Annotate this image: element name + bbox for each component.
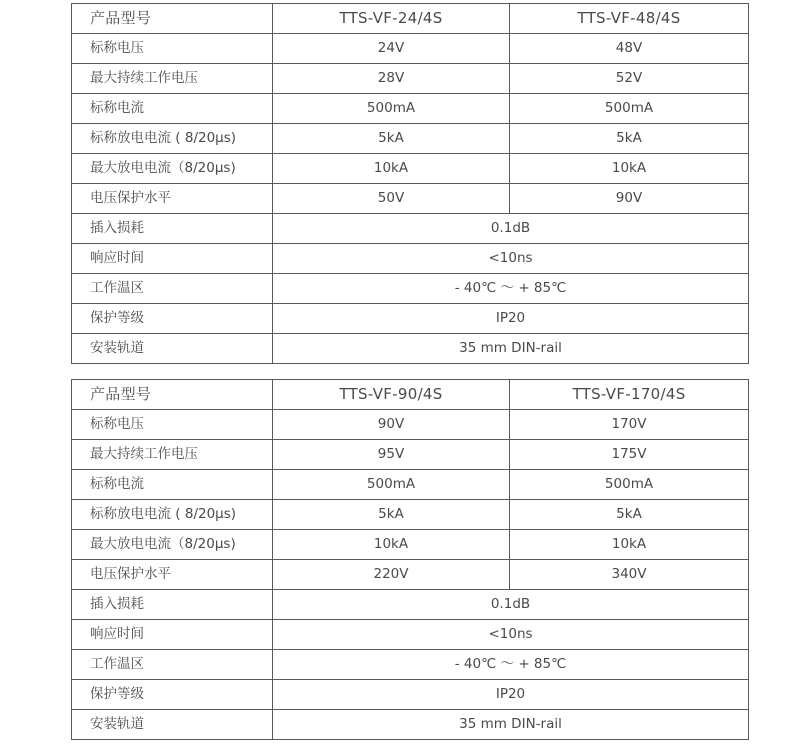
model-name-1: TTS-VF-90/4S: [273, 380, 510, 410]
cell-value: 95V: [273, 440, 510, 470]
table-row: [72, 334, 749, 364]
table-row: [72, 680, 749, 710]
model-label: 产品型号: [72, 4, 273, 34]
cell-value: 35 mm DIN-rail: [273, 334, 749, 364]
model-name-1: TTS-VF-24/4S: [273, 4, 510, 34]
row-label: 响应时间: [72, 244, 273, 274]
table-row: [72, 124, 749, 154]
cell-value: 220V: [273, 560, 510, 590]
row-label: 标称电压: [72, 410, 273, 440]
model-name-2: TTS-VF-170/4S: [510, 380, 749, 410]
table-row: [72, 410, 749, 440]
model-name-2: TTS-VF-48/4S: [510, 4, 749, 34]
cell-value: - 40℃ ～ + 85℃: [273, 274, 749, 304]
cell-value: 500mA: [510, 470, 749, 500]
cell-value: 50V: [273, 184, 510, 214]
cell-value: 48V: [510, 34, 749, 64]
row-label: 标称电流: [72, 94, 273, 124]
cell-value: 10kA: [510, 530, 749, 560]
cell-value: 90V: [273, 410, 510, 440]
row-label: 电压保护水平: [72, 184, 273, 214]
table-row: [72, 650, 749, 680]
row-label: 标称电流: [72, 470, 273, 500]
cell-value: 500mA: [273, 94, 510, 124]
table-row: [72, 590, 749, 620]
cell-value: 340V: [510, 560, 749, 590]
table-row: [72, 184, 749, 214]
table-row: [72, 470, 749, 500]
table-row: [72, 214, 749, 244]
cell-value: IP20: [273, 680, 749, 710]
row-label: 响应时间: [72, 620, 273, 650]
cell-value: 500mA: [273, 470, 510, 500]
row-label: 电压保护水平: [72, 560, 273, 590]
row-label: 最大持续工作电压: [72, 64, 273, 94]
cell-value: - 40℃ ～ + 85℃: [273, 650, 749, 680]
row-label: 插入损耗: [72, 214, 273, 244]
spec-table-1: [71, 3, 749, 364]
cell-value: 52V: [510, 64, 749, 94]
table-row: [72, 154, 749, 184]
table-row: [72, 620, 749, 650]
spec-table-2: [71, 379, 749, 740]
cell-value: 5kA: [510, 500, 749, 530]
row-label: 插入损耗: [72, 590, 273, 620]
row-label: 保护等级: [72, 680, 273, 710]
cell-value: 5kA: [273, 124, 510, 154]
cell-value: <10ns: [273, 620, 749, 650]
table-row: [72, 34, 749, 64]
table-row: [72, 710, 749, 740]
row-label: 工作温区: [72, 274, 273, 304]
table-row: [72, 304, 749, 334]
cell-value: 175V: [510, 440, 749, 470]
model-label: 产品型号: [72, 380, 273, 410]
table-row: [72, 274, 749, 304]
cell-value: 10kA: [510, 154, 749, 184]
cell-value: 35 mm DIN-rail: [273, 710, 749, 740]
cell-value: <10ns: [273, 244, 749, 274]
table-row: [72, 500, 749, 530]
cell-value: 10kA: [273, 530, 510, 560]
table-row: [72, 530, 749, 560]
cell-value: 170V: [510, 410, 749, 440]
row-label: 工作温区: [72, 650, 273, 680]
cell-value: 10kA: [273, 154, 510, 184]
cell-value: 0.1dB: [273, 214, 749, 244]
cell-value: 500mA: [510, 94, 749, 124]
table-row: [72, 64, 749, 94]
cell-value: IP20: [273, 304, 749, 334]
row-label: 安装轨道: [72, 334, 273, 364]
cell-value: 5kA: [273, 500, 510, 530]
row-label: 标称放电电流 ( 8/20μs): [72, 124, 273, 154]
row-label: 最大持续工作电压: [72, 440, 273, 470]
cell-value: 90V: [510, 184, 749, 214]
table-row: [72, 440, 749, 470]
cell-value: 5kA: [510, 124, 749, 154]
row-label: 标称电压: [72, 34, 273, 64]
table-row: [72, 560, 749, 590]
cell-value: 0.1dB: [273, 590, 749, 620]
row-label: 最大放电电流（8/20μs): [72, 530, 273, 560]
cell-value: 24V: [273, 34, 510, 64]
row-label: 安装轨道: [72, 710, 273, 740]
row-label: 标称放电电流 ( 8/20μs): [72, 500, 273, 530]
table-row: [72, 244, 749, 274]
table-row: [72, 94, 749, 124]
row-label: 保护等级: [72, 304, 273, 334]
table-row-model: [72, 380, 749, 410]
cell-value: 28V: [273, 64, 510, 94]
table-row-model: [72, 4, 749, 34]
row-label: 最大放电电流（8/20μs): [72, 154, 273, 184]
